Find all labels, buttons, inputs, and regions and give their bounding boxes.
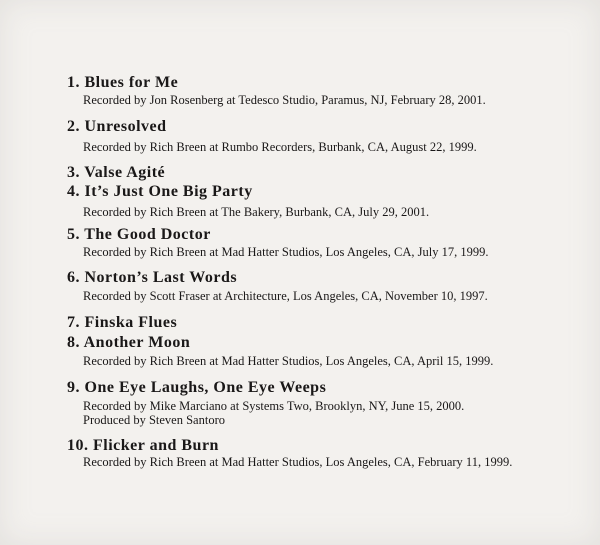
track-title: 7. Finska Flues <box>67 314 178 331</box>
track-title: 10. Flicker and Burn <box>67 437 219 454</box>
track-title: 4. It’s Just One Big Party <box>67 183 253 200</box>
track-title: 5. The Good Doctor <box>67 226 211 243</box>
track-producer-info: Produced by Steven Santoro <box>83 413 225 427</box>
track-title: 2. Unresolved <box>67 118 167 135</box>
track-recording-info: Recorded by Jon Rosenberg at Tedesco Studio, Paramus, NJ, February 28, 2001. <box>83 93 486 107</box>
track-title: 1. Blues for Me <box>67 74 179 91</box>
track-recording-info: Recorded by Rich Breen at Mad Hatter Studios, Los Angeles, CA, July 17, 1999. <box>83 245 489 259</box>
track-recording-info: Recorded by Rich Breen at Mad Hatter Studios, Los Angeles, CA, April 15, 1999. <box>83 354 494 368</box>
track-recording-info: Recorded by Rich Breen at Mad Hatter Studios, Los Angeles, CA, February 11, 1999. <box>83 455 513 469</box>
track-recording-info: Recorded by Scott Fraser at Architecture, Los Angeles, CA, November 10, 1997. <box>83 289 488 303</box>
track-title: 3. Valse Agité <box>67 164 166 181</box>
track-recording-info: Recorded by Rich Breen at Rumbo Recorders, Burbank, CA, August 22, 1999. <box>83 140 477 154</box>
track-title: 6. Norton’s Last Words <box>67 269 238 286</box>
track-title: 9. One Eye Laughs, One Eye Weeps <box>67 379 327 396</box>
track-recording-info: Recorded by Mike Marciano at Systems Two, Brooklyn, NY, June 15, 2000. <box>83 399 465 413</box>
track-recording-info: Recorded by Rich Breen at The Bakery, Burbank, CA, July 29, 2001. <box>83 205 430 219</box>
track-title: 8. Another Moon <box>67 334 191 351</box>
